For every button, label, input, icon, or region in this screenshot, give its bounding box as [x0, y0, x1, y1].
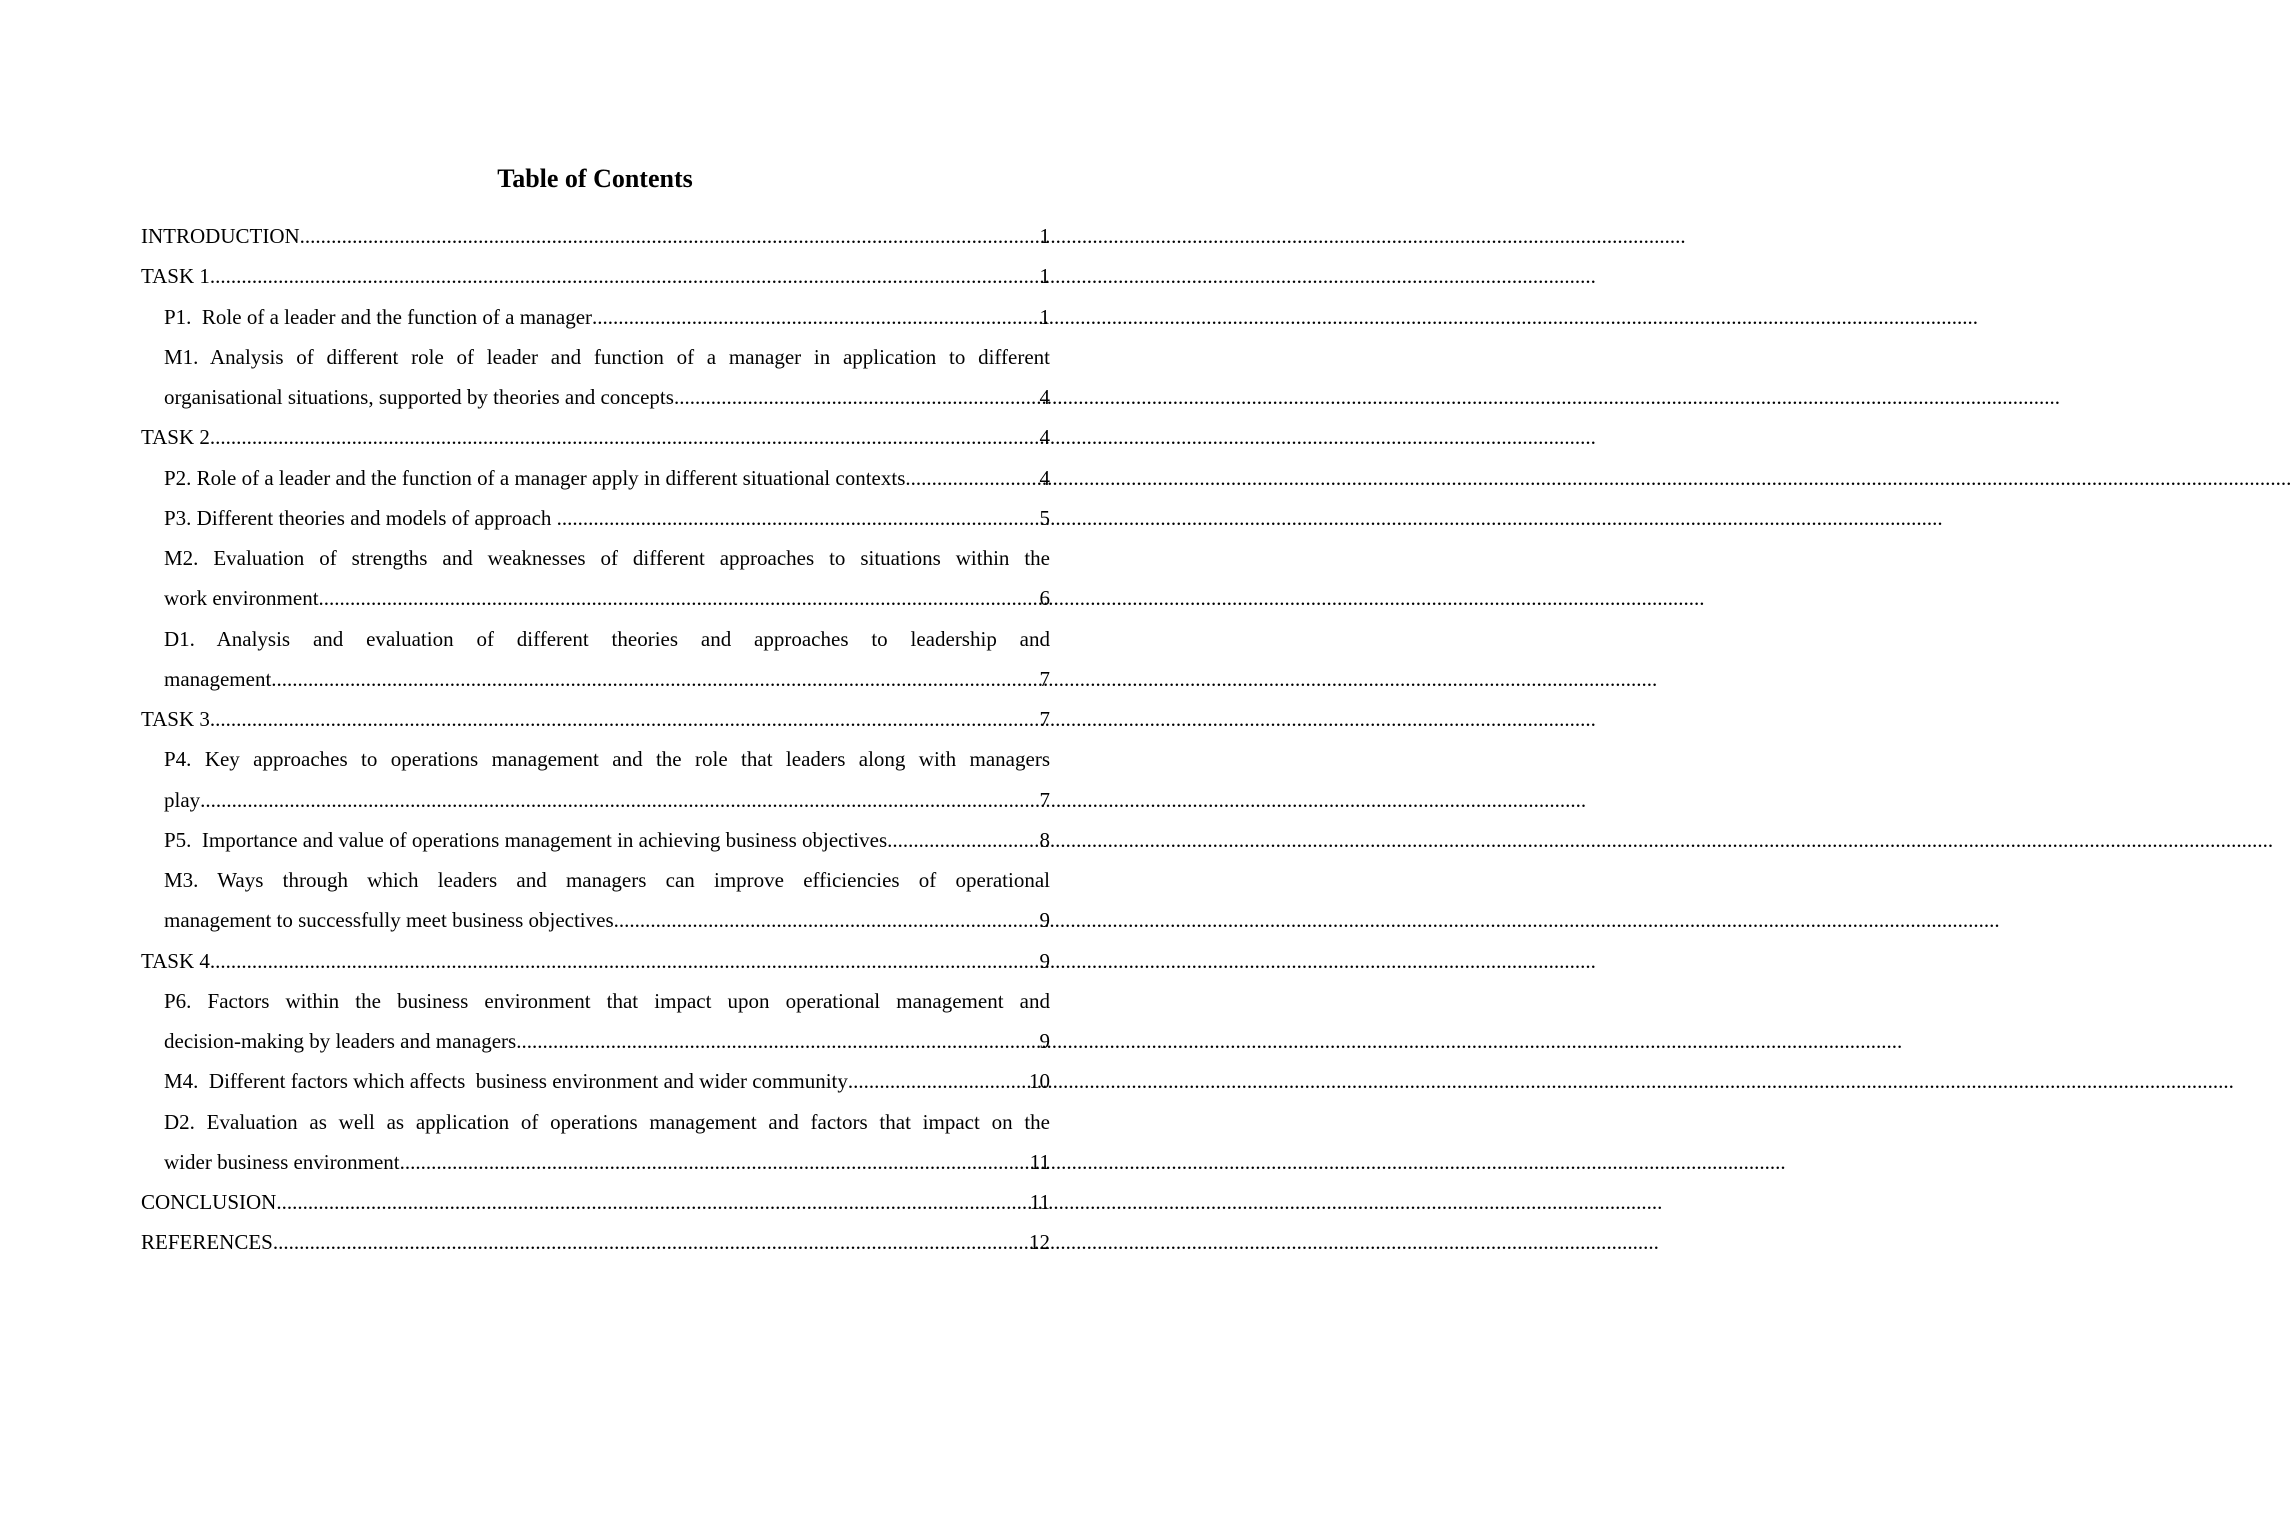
- toc-entry-text: M4. Different factors which affects business environment and wider community: [164, 1069, 848, 1094]
- toc-page-number: 6: [1039, 586, 1050, 611]
- toc-leader-dots: [300, 216, 1040, 256]
- toc-leader-dots: [674, 377, 1040, 417]
- toc-page-number: 9: [1039, 948, 1050, 973]
- toc-leader-dots: [905, 458, 1039, 498]
- toc-page-number: 5: [1039, 505, 1050, 530]
- toc-leader-dots: [557, 498, 1040, 538]
- toc-entry[interactable]: [141, 699, 1050, 739]
- toc-entry-text: play: [164, 787, 201, 812]
- toc-leader-dots: [319, 578, 1040, 618]
- toc-entry-text: management to successfully meet business objectives: [164, 908, 614, 933]
- toc-entry-text: P1. Role of a leader and the function of a manager: [164, 304, 593, 329]
- toc-entry-text-line: M2. Evaluation of strengths and weaknesses of different approaches to situations within the: [164, 546, 1050, 570]
- toc-leader-dots: [210, 941, 1040, 981]
- toc-entry-text: work environment: [164, 586, 319, 611]
- toc-entry-text-line: M3. Ways through which leaders and managers can improve efficiencies of operational: [164, 868, 1050, 892]
- toc-entry-text: wider business environment: [164, 1149, 400, 1174]
- toc-entry[interactable]: [141, 538, 1050, 619]
- toc-entry[interactable]: [141, 981, 1050, 1062]
- toc-entry[interactable]: [141, 1182, 1050, 1222]
- toc-entry[interactable]: [141, 1102, 1050, 1183]
- toc-page-number: 4: [1039, 425, 1050, 450]
- toc-entry-text: P5. Importance and value of operations management in achieving business objectives: [164, 827, 888, 852]
- toc-entry[interactable]: [141, 498, 1050, 538]
- toc-entry[interactable]: [141, 860, 1050, 941]
- toc-leader-dots: [200, 780, 1039, 820]
- toc-leader-dots: [848, 1061, 1029, 1101]
- toc-entry-text: organisational situations, supported by theories and concepts: [164, 385, 674, 409]
- toc-entry-text-line: P6. Factors within the business environment that impact upon operational management and: [164, 988, 1050, 1013]
- toc-page-number: 1: [1039, 224, 1050, 248]
- toc-page-number: 7: [1039, 787, 1050, 812]
- toc-page-number: 10: [1029, 1069, 1050, 1094]
- toc-entry-text-line: M1. Analysis of different role of leader and function of a manager in application to different: [164, 344, 1050, 369]
- toc-page-number: 11: [1029, 1149, 1050, 1174]
- toc-leader-dots: [516, 1021, 1039, 1061]
- toc-entry-text-line: P4. Key approaches to operations management and the role that leaders along with managers: [164, 747, 1050, 772]
- toc-entry[interactable]: [141, 739, 1050, 820]
- toc-leader-dots: [273, 1222, 1029, 1262]
- toc-entry[interactable]: [141, 458, 1050, 498]
- toc-entry[interactable]: [141, 337, 1050, 418]
- toc-page-number: 4: [1039, 385, 1050, 409]
- toc-entry-text: P3. Different theories and models of approach: [164, 505, 557, 530]
- toc-entry[interactable]: [141, 216, 1050, 256]
- toc-page-number: 7: [1039, 666, 1050, 691]
- toc-leader-dots: [210, 699, 1040, 739]
- toc-entry[interactable]: [141, 256, 1050, 296]
- table-of-contents: [141, 216, 1050, 1263]
- toc-entry-text: INTRODUCTION: [141, 224, 300, 248]
- toc-entry[interactable]: [141, 619, 1050, 700]
- toc-entry-text-line: D1. Analysis and evaluation of different theories and approaches to leadership and: [164, 626, 1050, 651]
- toc-page-number: 8: [1039, 827, 1050, 852]
- toc-entry-text: TASK 4: [141, 948, 210, 973]
- toc-entry[interactable]: [141, 417, 1050, 457]
- toc-page-number: 12: [1029, 1230, 1050, 1255]
- toc-page-number: 9: [1039, 1029, 1050, 1053]
- toc-title: Table of Contents: [497, 164, 693, 193]
- toc-entry[interactable]: [141, 1222, 1050, 1262]
- toc-entry-text: TASK 2: [141, 425, 210, 450]
- toc-entry[interactable]: [141, 1061, 1050, 1101]
- toc-entry-text-line: D2. Evaluation as well as application of operations management and factors that impact on the: [164, 1109, 1050, 1134]
- toc-page-number: 1: [1039, 304, 1050, 329]
- toc-page-number: 4: [1039, 465, 1050, 490]
- toc-leader-dots: [614, 900, 1040, 940]
- toc-page-number: 1: [1039, 264, 1050, 289]
- toc-page-number: 9: [1039, 908, 1050, 933]
- toc-entry[interactable]: [141, 941, 1050, 981]
- toc-page-number: 7: [1039, 707, 1050, 731]
- toc-leader-dots: [276, 1182, 1029, 1222]
- toc-leader-dots: [210, 256, 1040, 296]
- toc-leader-dots: [210, 417, 1040, 457]
- toc-entry[interactable]: [141, 820, 1050, 860]
- toc-leader-dots: [887, 820, 1039, 860]
- toc-leader-dots: [592, 297, 1039, 337]
- toc-entry-text: TASK 1: [141, 264, 210, 289]
- toc-page-number: 11: [1029, 1190, 1050, 1214]
- toc-entry-text: management: [164, 666, 272, 691]
- toc-entry-text: P2. Role of a leader and the function of a manager apply in different situational contexts: [164, 465, 906, 490]
- toc-entry[interactable]: [141, 297, 1050, 337]
- toc-leader-dots: [400, 1142, 1030, 1182]
- toc-entry-text: decision-making by leaders and managers: [164, 1029, 517, 1053]
- toc-entry-text: CONCLUSION: [141, 1190, 277, 1214]
- toc-leader-dots: [271, 659, 1039, 699]
- toc-entry-text: TASK 3: [141, 707, 210, 731]
- toc-entry-text: REFERENCES: [141, 1230, 273, 1255]
